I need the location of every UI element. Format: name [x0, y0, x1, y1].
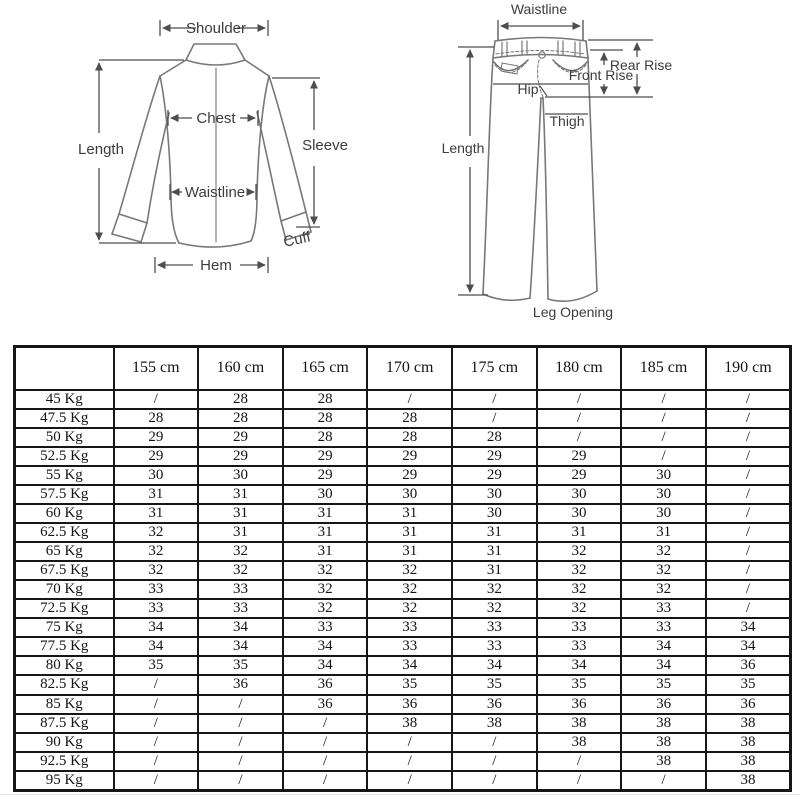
- size-cell: 38: [706, 752, 791, 771]
- row-header: 50 Kg: [15, 428, 114, 447]
- table-row: [15, 637, 791, 656]
- size-cell: 31: [114, 504, 199, 523]
- size-cell: 32: [114, 542, 199, 561]
- size-cell: /: [706, 561, 791, 580]
- size-cell: 29: [452, 447, 537, 466]
- size-cell: /: [621, 771, 706, 791]
- size-cell: 30: [198, 466, 283, 485]
- size-cell: 29: [283, 447, 368, 466]
- size-cell: 28: [114, 409, 199, 428]
- size-cell: 28: [367, 409, 452, 428]
- row-header: 80 Kg: [15, 656, 114, 675]
- column-header: 165 cm: [283, 347, 368, 390]
- size-cell: 34: [198, 637, 283, 656]
- size-cell: /: [283, 714, 368, 733]
- size-cell: 33: [114, 580, 199, 599]
- size-cell: 38: [367, 714, 452, 733]
- size-cell: 31: [198, 504, 283, 523]
- size-cell: 32: [537, 599, 622, 618]
- size-cell: 38: [706, 771, 791, 791]
- size-cell: 33: [537, 637, 622, 656]
- size-cell: 34: [283, 637, 368, 656]
- size-cell: 35: [198, 656, 283, 675]
- size-cell: 32: [537, 580, 622, 599]
- size-cell: 28: [367, 428, 452, 447]
- row-header: 95 Kg: [15, 771, 114, 791]
- size-cell: 28: [198, 409, 283, 428]
- pants-waistline-label: Waistline: [510, 1, 568, 17]
- size-cell: 34: [198, 618, 283, 637]
- size-cell: 31: [452, 542, 537, 561]
- size-cell: 28: [452, 428, 537, 447]
- size-cell: /: [114, 752, 199, 771]
- size-cell: 38: [706, 733, 791, 752]
- size-cell: /: [283, 752, 368, 771]
- size-cell: /: [706, 580, 791, 599]
- size-cell: /: [621, 428, 706, 447]
- cuff-label: Cuff: [281, 228, 313, 251]
- size-cell: /: [452, 771, 537, 791]
- size-cell: 28: [198, 390, 283, 409]
- table-row: [15, 714, 791, 733]
- size-table: [13, 345, 792, 792]
- size-cell: 32: [114, 523, 199, 542]
- size-cell: 38: [452, 714, 537, 733]
- row-header: 85 Kg: [15, 695, 114, 714]
- shirt-diagram: [0, 0, 400, 340]
- right-leg-outer: [588, 58, 597, 291]
- size-cell: 38: [537, 733, 622, 752]
- shirt-outline: [112, 44, 311, 247]
- front-rise-label: Front Rise: [568, 67, 634, 83]
- right-leg-inseam: [543, 98, 548, 299]
- size-cell: /: [283, 733, 368, 752]
- size-cell: 32: [452, 580, 537, 599]
- size-cell: 35: [537, 675, 622, 694]
- size-cell: 33: [114, 599, 199, 618]
- table-row: [15, 447, 791, 466]
- size-cell: 29: [537, 466, 622, 485]
- shoulder-label: Shoulder: [185, 20, 247, 37]
- size-cell: 30: [452, 504, 537, 523]
- size-cell: 34: [621, 637, 706, 656]
- size-cell: 29: [198, 428, 283, 447]
- shirt-hem-edge: [179, 241, 251, 247]
- size-cell: 34: [452, 656, 537, 675]
- table-row: [15, 561, 791, 580]
- size-cell: /: [367, 390, 452, 409]
- size-cell: 36: [283, 675, 368, 694]
- size-cell: /: [706, 428, 791, 447]
- size-cell: 32: [114, 561, 199, 580]
- size-cell: 33: [537, 618, 622, 637]
- row-header: 52.5 Kg: [15, 447, 114, 466]
- size-cell: 30: [621, 504, 706, 523]
- size-cell: /: [452, 733, 537, 752]
- row-header: 82.5 Kg: [15, 675, 114, 694]
- table-row: [15, 675, 791, 694]
- column-header: 180 cm: [537, 347, 622, 390]
- size-cell: 32: [283, 599, 368, 618]
- table-row: [15, 542, 791, 561]
- size-cell: 34: [537, 656, 622, 675]
- thigh-label: Thigh: [549, 113, 585, 129]
- size-cell: 33: [283, 618, 368, 637]
- row-header: 77.5 Kg: [15, 637, 114, 656]
- left-leg-inseam: [530, 98, 541, 298]
- size-cell: 31: [114, 485, 199, 504]
- size-cell: /: [706, 504, 791, 523]
- size-cell: 31: [367, 542, 452, 561]
- left-leg-hem: [483, 294, 530, 300]
- shirt-length-label: Length: [78, 141, 124, 158]
- size-cell: 30: [367, 485, 452, 504]
- size-table-body: [15, 390, 791, 791]
- size-cell: /: [537, 752, 622, 771]
- corner-cell: [15, 347, 114, 390]
- size-cell: /: [114, 390, 199, 409]
- table-row: [15, 618, 791, 637]
- size-cell: 33: [367, 637, 452, 656]
- row-header: 67.5 Kg: [15, 561, 114, 580]
- size-cell: 38: [621, 714, 706, 733]
- size-cell: 33: [367, 618, 452, 637]
- size-cell: 36: [283, 695, 368, 714]
- size-cell: /: [198, 752, 283, 771]
- pants-length-label: Length: [441, 140, 485, 156]
- size-cell: 32: [537, 542, 622, 561]
- size-cell: 33: [621, 618, 706, 637]
- size-cell: 29: [198, 447, 283, 466]
- table-row: [15, 428, 791, 447]
- size-cell: 36: [621, 695, 706, 714]
- bottom-divider: [0, 794, 800, 795]
- size-cell: /: [537, 428, 622, 447]
- size-cell: 32: [283, 561, 368, 580]
- size-cell: /: [706, 485, 791, 504]
- size-cell: /: [706, 542, 791, 561]
- size-cell: 34: [706, 618, 791, 637]
- right-sleeve: [269, 76, 311, 232]
- column-header: 170 cm: [367, 347, 452, 390]
- row-header: 47.5 Kg: [15, 409, 114, 428]
- size-cell: /: [114, 714, 199, 733]
- size-cell: /: [706, 409, 791, 428]
- size-cell: /: [114, 675, 199, 694]
- table-row: [15, 580, 791, 599]
- size-cell: 34: [621, 656, 706, 675]
- size-cell: 35: [114, 656, 199, 675]
- column-header: 160 cm: [198, 347, 283, 390]
- size-cell: /: [367, 771, 452, 791]
- shirt-collar: [186, 44, 245, 60]
- row-header: 60 Kg: [15, 504, 114, 523]
- size-cell: 36: [452, 695, 537, 714]
- size-cell: /: [537, 390, 622, 409]
- size-cell: /: [706, 390, 791, 409]
- size-cell: 31: [452, 561, 537, 580]
- leg-opening-label: Leg Opening: [532, 304, 614, 320]
- size-cell: 29: [367, 447, 452, 466]
- table-row: [15, 504, 791, 523]
- size-cell: 31: [621, 523, 706, 542]
- size-cell: 32: [621, 561, 706, 580]
- measurement-diagrams: [0, 0, 800, 340]
- size-cell: 29: [452, 466, 537, 485]
- row-header: 62.5 Kg: [15, 523, 114, 542]
- size-cell: 36: [706, 656, 791, 675]
- size-cell: /: [706, 466, 791, 485]
- size-cell: 32: [198, 561, 283, 580]
- size-cell: /: [706, 523, 791, 542]
- size-cell: /: [452, 752, 537, 771]
- size-cell: 30: [114, 466, 199, 485]
- column-header: 190 cm: [706, 347, 791, 390]
- size-cell: 32: [621, 580, 706, 599]
- row-header: 57.5 Kg: [15, 485, 114, 504]
- table-row: [15, 771, 791, 791]
- size-cell: /: [198, 733, 283, 752]
- size-cell: /: [452, 409, 537, 428]
- table-row: [15, 485, 791, 504]
- size-cell: /: [198, 714, 283, 733]
- size-cell: 31: [283, 504, 368, 523]
- size-cell: 38: [621, 752, 706, 771]
- size-cell: 31: [198, 485, 283, 504]
- table-row: [15, 466, 791, 485]
- size-cell: 28: [283, 428, 368, 447]
- size-cell: /: [283, 771, 368, 791]
- pants-diagram: [400, 0, 800, 340]
- size-cell: /: [537, 409, 622, 428]
- size-cell: 29: [114, 447, 199, 466]
- size-cell: 29: [283, 466, 368, 485]
- size-cell: 33: [452, 637, 537, 656]
- size-cell: 32: [367, 599, 452, 618]
- size-cell: 30: [621, 466, 706, 485]
- size-cell: 36: [706, 695, 791, 714]
- right-leg-hem: [548, 291, 597, 301]
- row-header: 72.5 Kg: [15, 599, 114, 618]
- row-header: 75 Kg: [15, 618, 114, 637]
- table-row: [15, 523, 791, 542]
- size-cell: /: [706, 599, 791, 618]
- size-table-head-row: [15, 347, 791, 390]
- size-cell: 29: [537, 447, 622, 466]
- size-cell: 35: [621, 675, 706, 694]
- size-cell: 31: [367, 523, 452, 542]
- row-header: 90 Kg: [15, 733, 114, 752]
- size-cell: /: [198, 695, 283, 714]
- size-cell: 33: [198, 580, 283, 599]
- size-cell: 32: [537, 561, 622, 580]
- size-cell: 31: [283, 523, 368, 542]
- rear-rise-label: Rear Rise: [609, 57, 673, 73]
- row-header: 45 Kg: [15, 390, 114, 409]
- size-cell: 35: [367, 675, 452, 694]
- size-cell: 28: [283, 409, 368, 428]
- size-cell: 32: [452, 599, 537, 618]
- hem-label: Hem: [200, 257, 232, 274]
- size-cell: 31: [198, 523, 283, 542]
- size-cell: /: [114, 733, 199, 752]
- size-cell: /: [621, 447, 706, 466]
- waistband: [495, 38, 586, 42]
- size-cell: 31: [537, 523, 622, 542]
- size-cell: 34: [114, 637, 199, 656]
- size-cell: 32: [367, 561, 452, 580]
- size-cell: 34: [283, 656, 368, 675]
- column-header: 175 cm: [452, 347, 537, 390]
- size-cell: 36: [367, 695, 452, 714]
- size-cell: 33: [452, 618, 537, 637]
- size-cell: 30: [452, 485, 537, 504]
- column-header: 185 cm: [621, 347, 706, 390]
- size-cell: 28: [283, 390, 368, 409]
- table-row: [15, 752, 791, 771]
- row-header: 70 Kg: [15, 580, 114, 599]
- size-cell: 32: [283, 580, 368, 599]
- size-cell: 30: [537, 504, 622, 523]
- size-cell: 32: [367, 580, 452, 599]
- size-cell: /: [198, 771, 283, 791]
- size-cell: 31: [452, 523, 537, 542]
- size-cell: 36: [537, 695, 622, 714]
- size-cell: 34: [367, 656, 452, 675]
- size-cell: 29: [367, 466, 452, 485]
- size-cell: 30: [283, 485, 368, 504]
- left-leg-outer: [483, 58, 493, 294]
- size-cell: 35: [452, 675, 537, 694]
- hip-label: Hip: [517, 81, 539, 97]
- table-row: [15, 695, 791, 714]
- size-cell: 35: [706, 675, 791, 694]
- size-cell: /: [114, 771, 199, 791]
- size-cell: 33: [621, 599, 706, 618]
- size-cell: 38: [537, 714, 622, 733]
- table-row: [15, 599, 791, 618]
- column-header: 155 cm: [114, 347, 199, 390]
- row-header: 65 Kg: [15, 542, 114, 561]
- row-header: 55 Kg: [15, 466, 114, 485]
- size-cell: 31: [283, 542, 368, 561]
- size-cell: 30: [621, 485, 706, 504]
- size-cell: 38: [621, 733, 706, 752]
- size-cell: 34: [114, 618, 199, 637]
- size-cell: 32: [198, 542, 283, 561]
- row-header: 87.5 Kg: [15, 714, 114, 733]
- chest-label: Chest: [196, 110, 236, 127]
- table-row: [15, 409, 791, 428]
- size-cell: 32: [621, 542, 706, 561]
- table-row: [15, 390, 791, 409]
- size-cell: /: [367, 752, 452, 771]
- size-cell: 38: [706, 714, 791, 733]
- size-cell: 33: [198, 599, 283, 618]
- row-header: 92.5 Kg: [15, 752, 114, 771]
- size-cell: /: [706, 447, 791, 466]
- size-cell: /: [452, 390, 537, 409]
- size-cell: 30: [537, 485, 622, 504]
- size-cell: 34: [706, 637, 791, 656]
- size-cell: /: [114, 695, 199, 714]
- size-cell: 36: [198, 675, 283, 694]
- table-row: [15, 656, 791, 675]
- size-cell: /: [621, 390, 706, 409]
- size-cell: /: [621, 409, 706, 428]
- size-cell: /: [537, 771, 622, 791]
- sleeve-label: Sleeve: [302, 137, 348, 154]
- size-cell: 31: [367, 504, 452, 523]
- size-cell: /: [367, 733, 452, 752]
- size-cell: 29: [114, 428, 199, 447]
- shirt-waistline-label: Waistline: [184, 184, 246, 201]
- table-row: [15, 733, 791, 752]
